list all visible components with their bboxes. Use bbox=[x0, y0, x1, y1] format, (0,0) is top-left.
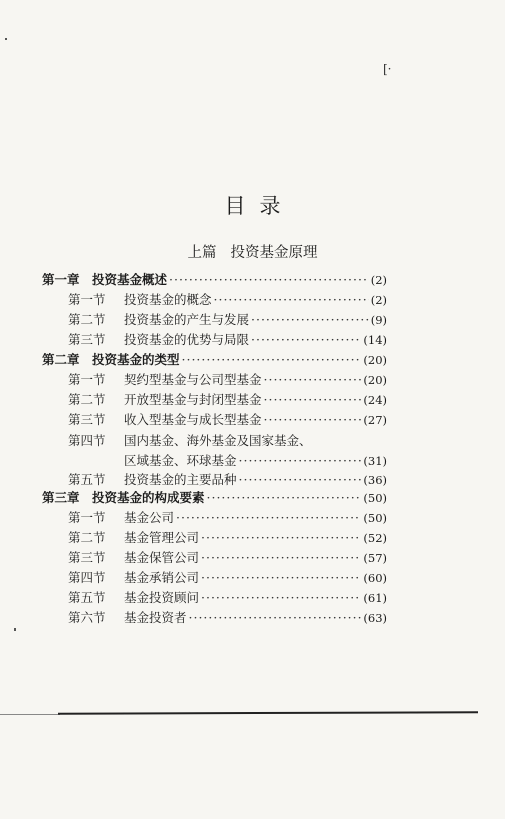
dot-leader bbox=[201, 530, 361, 545]
toc-entry-label bbox=[68, 588, 199, 606]
toc-section-entry bbox=[68, 470, 387, 490]
toc-entry-number: 第一节 bbox=[68, 372, 106, 387]
toc-entry-page: (20) bbox=[363, 373, 387, 387]
toc-chapter-entry bbox=[42, 350, 387, 370]
dot-leader bbox=[239, 453, 362, 468]
toc-entry-number: 第一章 bbox=[42, 272, 80, 287]
toc-entry-title: 开放型基金与封闭型基金 bbox=[124, 392, 262, 407]
dot-leader bbox=[251, 312, 369, 327]
dot-leader bbox=[264, 412, 362, 427]
toc-entry-title: 基金管理公司 bbox=[124, 530, 200, 545]
part-name: 上篇 bbox=[187, 245, 217, 261]
toc-entry-label bbox=[68, 548, 199, 566]
toc-entry-label bbox=[124, 451, 237, 469]
toc-entry-number: 第二节 bbox=[68, 312, 106, 327]
toc-entry-number: 第五节 bbox=[68, 590, 106, 605]
toc-section-entry bbox=[68, 290, 387, 310]
part-title: 投资基金原理 bbox=[230, 245, 318, 261]
dot-leader bbox=[264, 372, 362, 387]
toc-entry-number: 第一节 bbox=[68, 510, 106, 525]
toc-section-entry bbox=[68, 390, 387, 410]
toc-entry-title: 投资基金的优势与局限 bbox=[124, 332, 250, 347]
toc-entry-page: (52) bbox=[363, 531, 387, 545]
toc-entry-page: (31) bbox=[363, 454, 387, 468]
dot-leader bbox=[169, 272, 369, 287]
dot-leader bbox=[176, 510, 361, 525]
toc-entry-page: (27) bbox=[363, 413, 387, 427]
toc-entry-title: 收入型基金与成长型基金 bbox=[124, 412, 262, 427]
dot-leader bbox=[189, 610, 362, 625]
toc-entry-number: 第五节 bbox=[68, 472, 106, 487]
toc-section-entry bbox=[68, 528, 387, 548]
toc-entry-page: (9) bbox=[370, 313, 387, 327]
dot-leader bbox=[182, 352, 362, 367]
toc-entry-label bbox=[68, 470, 237, 488]
toc-entry-title: 基金公司 bbox=[124, 510, 175, 525]
scan-speck bbox=[14, 628, 16, 631]
toc-section-entry bbox=[68, 588, 387, 608]
toc-entry-label bbox=[42, 488, 205, 506]
toc-entry-label bbox=[68, 508, 174, 526]
toc-entry-label bbox=[68, 310, 249, 328]
dot-leader bbox=[201, 570, 361, 585]
toc-entry-page: (63) bbox=[363, 611, 387, 625]
toc-cont-entry bbox=[124, 451, 387, 471]
toc-entry-page: (61) bbox=[363, 591, 387, 605]
page-title: 目录 bbox=[224, 194, 295, 218]
toc-entry-number: 第三节 bbox=[68, 550, 106, 565]
footer-rule-faint bbox=[0, 714, 60, 715]
toc-entry-number: 第四节 bbox=[68, 570, 106, 585]
dot-leader bbox=[201, 590, 361, 605]
scan-speck bbox=[5, 38, 7, 40]
toc-entry-label bbox=[68, 370, 262, 388]
dot-leader bbox=[239, 472, 362, 487]
toc-entry-page: (20) bbox=[363, 353, 387, 367]
toc-entry-title: 基金投资者 bbox=[124, 610, 187, 625]
toc-entry-number: 第六节 bbox=[68, 610, 106, 625]
toc-section-entry bbox=[68, 548, 387, 568]
toc-entry-page: (24) bbox=[363, 393, 387, 407]
toc-entry-number: 第三节 bbox=[68, 412, 106, 427]
toc-entry-number: 第三章 bbox=[42, 490, 80, 505]
header-mark: [· bbox=[383, 62, 392, 76]
toc-entry-title: 国内基金、海外基金及国家基金、 bbox=[124, 433, 312, 448]
toc-chapter-entry bbox=[42, 270, 387, 290]
toc-entry-label bbox=[68, 290, 212, 308]
toc-entry-label bbox=[68, 330, 249, 348]
toc-section-entry bbox=[68, 330, 387, 350]
toc-section-entry bbox=[68, 431, 387, 451]
toc-entry-label bbox=[68, 568, 199, 586]
toc-entry-title: 基金投资顾问 bbox=[124, 590, 200, 605]
toc-entry-page: (60) bbox=[363, 571, 387, 585]
toc-entry-label bbox=[42, 350, 180, 368]
toc-section-entry bbox=[68, 608, 387, 628]
dot-leader bbox=[207, 490, 362, 505]
toc-entry-label bbox=[68, 528, 199, 546]
toc-entry-page: (50) bbox=[363, 511, 387, 525]
toc-entry-label bbox=[68, 608, 187, 626]
toc-entry-title: 投资基金的概念 bbox=[124, 292, 212, 307]
toc-entry-label bbox=[42, 270, 167, 288]
toc-entry-title: 基金承销公司 bbox=[124, 570, 200, 585]
footer-rule bbox=[58, 711, 478, 714]
toc-entry-label bbox=[68, 410, 262, 428]
toc-section-entry bbox=[68, 410, 387, 430]
toc-entry-number: 第二节 bbox=[68, 392, 106, 407]
toc-entry-title: 投资基金的类型 bbox=[92, 352, 180, 367]
toc-entry-title: 投资基金的产生与发展 bbox=[124, 312, 250, 327]
toc-section-entry bbox=[68, 370, 387, 390]
toc-section-entry bbox=[68, 310, 387, 330]
toc-entry-number: 第二章 bbox=[42, 352, 80, 367]
toc-entry-page: (14) bbox=[363, 333, 387, 347]
toc-entry-page: (2) bbox=[370, 273, 387, 287]
toc-entry-number: 第三节 bbox=[68, 332, 106, 347]
toc-entry-title: 投资基金的构成要素 bbox=[92, 490, 205, 505]
toc-entry-number: 第四节 bbox=[68, 433, 106, 448]
toc-section-entry bbox=[68, 508, 387, 528]
toc-entry-page: (50) bbox=[363, 491, 387, 505]
toc-entry-title: 契约型基金与公司型基金 bbox=[124, 372, 262, 387]
dot-leader bbox=[214, 292, 369, 307]
toc-entry-page: (2) bbox=[370, 293, 387, 307]
toc-entry-number: 第一节 bbox=[68, 292, 106, 307]
toc-entry-label bbox=[68, 390, 262, 408]
toc-entry-page: (57) bbox=[363, 551, 387, 565]
dot-leader bbox=[264, 392, 362, 407]
toc-entry-label bbox=[68, 431, 312, 449]
dot-leader bbox=[251, 332, 361, 347]
toc-section-entry bbox=[68, 568, 387, 588]
toc-entry-title: 区域基金、环球基金 bbox=[124, 453, 237, 468]
toc-entry-number: 第二节 bbox=[68, 530, 106, 545]
dot-leader bbox=[201, 550, 361, 565]
toc-entry-page: (36) bbox=[363, 473, 387, 487]
toc-entry-title: 投资基金概述 bbox=[92, 272, 168, 287]
toc-chapter-entry bbox=[42, 488, 387, 508]
part-heading bbox=[0, 241, 505, 262]
toc-entry-title: 基金保管公司 bbox=[124, 550, 200, 565]
toc-entry-title: 投资基金的主要品种 bbox=[124, 472, 237, 487]
